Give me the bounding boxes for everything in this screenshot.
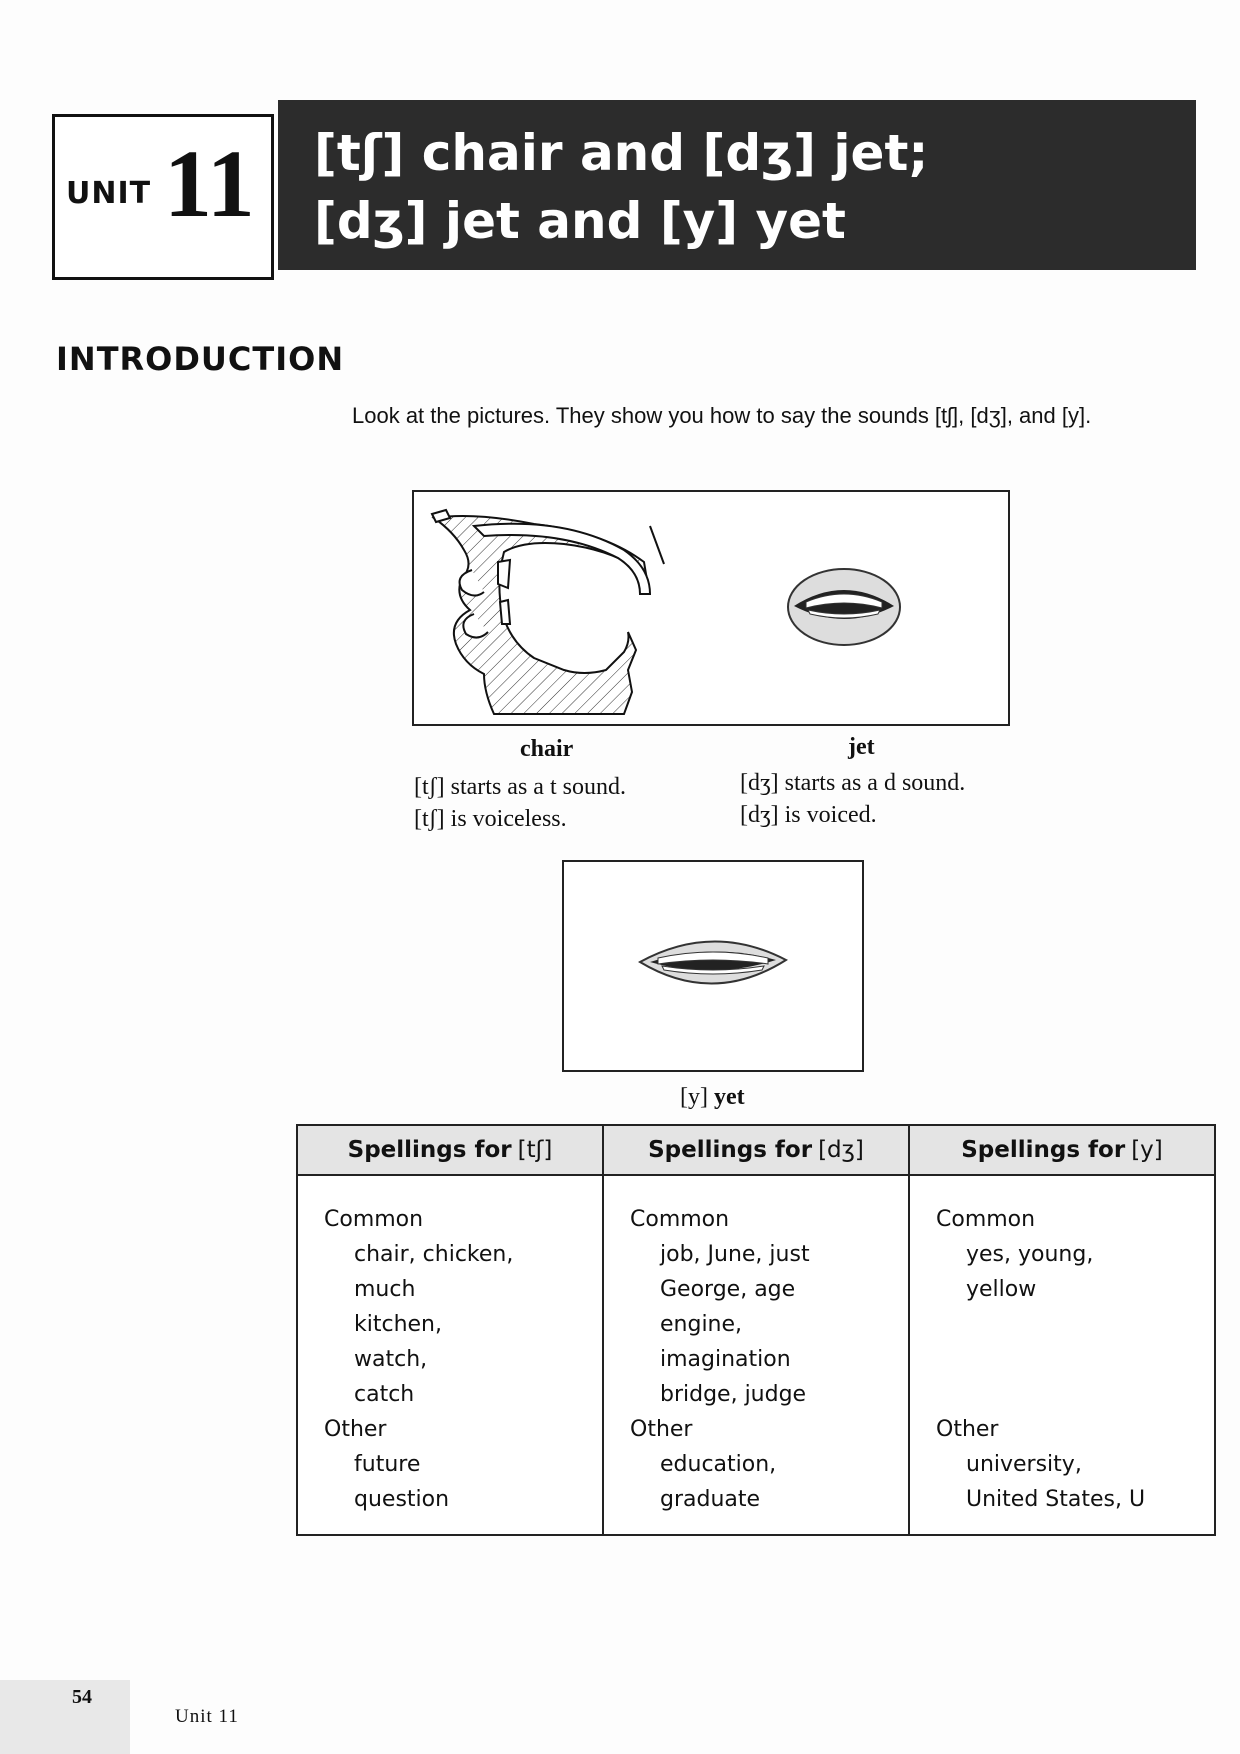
example-word: George, age bbox=[660, 1277, 796, 1302]
jet-caption-line-1: [dʒ] starts as a d sound. bbox=[740, 770, 966, 796]
intro-text: Look at the pictures. They show you how to say the sounds [tʃ], [dʒ], and [y]. bbox=[352, 403, 1092, 428]
example-word: bridge, judge bbox=[660, 1382, 807, 1407]
example-word: future bbox=[354, 1452, 421, 1477]
column-header-text: Spellings for bbox=[961, 1137, 1126, 1163]
figure-yet bbox=[562, 860, 864, 1072]
category-label: Common bbox=[630, 1207, 730, 1232]
example-word: watch, bbox=[354, 1347, 428, 1372]
chair-caption-line-2: [tʃ] is voiceless. bbox=[414, 806, 567, 832]
chair-caption-word: chair bbox=[520, 736, 574, 762]
column-header-text: Spellings for bbox=[648, 1137, 813, 1163]
example-word: graduate bbox=[660, 1487, 761, 1512]
example-word: university, bbox=[966, 1452, 1082, 1477]
spellings-column-tsh bbox=[298, 1126, 602, 1534]
figure-chair-jet bbox=[412, 490, 1010, 726]
title-line-2: [dʒ] jet and [y] yet bbox=[314, 192, 846, 250]
example-word: yes, young, bbox=[966, 1242, 1094, 1267]
category-label: Common bbox=[936, 1207, 1036, 1232]
example-word: much bbox=[354, 1277, 416, 1302]
category-label: Other bbox=[630, 1417, 693, 1442]
yet-caption bbox=[680, 1084, 745, 1111]
column-body bbox=[936, 1202, 1145, 1517]
yet-caption-ipa: [y] bbox=[680, 1084, 708, 1110]
example-word: chair, chicken, bbox=[354, 1242, 514, 1267]
example-word: United States, U bbox=[966, 1487, 1146, 1512]
example-word: yellow bbox=[966, 1277, 1037, 1302]
jet-caption-line-2: [dʒ] is voiced. bbox=[740, 802, 877, 828]
page-number: 54 bbox=[72, 1686, 92, 1708]
example-word: catch bbox=[354, 1382, 415, 1407]
category-label: Other bbox=[324, 1417, 387, 1442]
column-body bbox=[324, 1202, 513, 1517]
category-label: Other bbox=[936, 1417, 999, 1442]
lips-yet-illustration bbox=[636, 920, 790, 1004]
example-word: engine, bbox=[660, 1312, 743, 1337]
category-label: Common bbox=[324, 1207, 424, 1232]
column-header bbox=[298, 1126, 602, 1176]
example-word: kitchen, bbox=[354, 1312, 442, 1337]
spellings-column-y bbox=[910, 1126, 1214, 1534]
column-header-ipa: [tʃ] bbox=[517, 1137, 553, 1163]
column-header-ipa: [dʒ] bbox=[818, 1137, 864, 1163]
page-number-box bbox=[0, 1680, 130, 1754]
yet-caption-word: yet bbox=[713, 1084, 745, 1110]
unit-number: 11 bbox=[164, 130, 255, 237]
lips-jet-illustration bbox=[784, 562, 904, 652]
column-header bbox=[910, 1126, 1214, 1176]
example-word: question bbox=[354, 1487, 450, 1512]
example-word: education, bbox=[660, 1452, 777, 1477]
title-line-1: [tʃ] chair and [dʒ] jet; bbox=[314, 124, 929, 182]
footer-unit: Unit 11 bbox=[175, 1706, 239, 1727]
mouth-cross-section-illustration bbox=[414, 492, 1008, 724]
spellings-column-dzh bbox=[604, 1126, 908, 1534]
spellings-table bbox=[296, 1124, 1216, 1536]
column-body bbox=[630, 1202, 810, 1517]
chair-caption-line-1: [tʃ] starts as a t sound. bbox=[414, 774, 626, 800]
column-header-ipa: [y] bbox=[1131, 1137, 1163, 1163]
section-heading: INTRODUCTION bbox=[56, 340, 345, 378]
jet-caption-word: jet bbox=[848, 734, 875, 760]
unit-label: UNIT bbox=[66, 176, 152, 211]
column-header bbox=[604, 1126, 908, 1176]
column-header-text: Spellings for bbox=[347, 1137, 512, 1163]
example-word: job, June, just bbox=[660, 1242, 810, 1267]
example-word: imagination bbox=[660, 1347, 791, 1372]
